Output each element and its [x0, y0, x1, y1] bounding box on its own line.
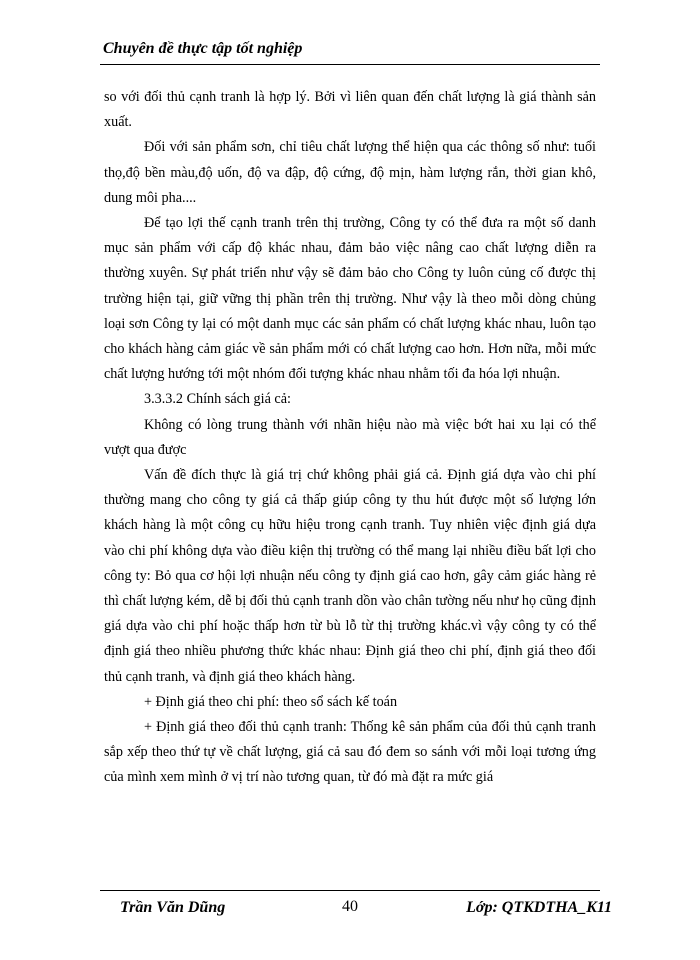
paragraph: Đối với sản phẩm sơn, chỉ tiêu chất lượng thể hiện qua các thông số như: tuổi thọ,độ bền màu,độ uốn, độ va đập, độ cứng, độ mịn, hàm lượng rắn, thời gian khô, dung môi pha.... — [104, 139, 596, 206]
paragraph: Không có lòng trung thành với nhãn hiệu nào mà việc bớt hai xu lại có thể vượt qua được — [104, 416, 596, 458]
page-number: 40 — [342, 898, 358, 915]
footer-rule — [100, 890, 600, 891]
list-item: + Định giá theo chi phí: theo sổ sách kế toán — [144, 693, 398, 710]
paragraph: Vấn đề đích thực là giá trị chứ không phải giá cả. Định giá dựa vào chi phí thường mang cho công ty giá cả thấp giúp công ty thu hút được một số lượng lớn khách hàng là một công cụ hữu hiệu trong cạnh tranh. Tuy nhiên việc định giá dựa vào chi phí không dựa vào điều kiện thị trường có thể mang lại nhiều điều bất lợi cho công ty: Bỏ qua cơ hội lợi nhuận nếu công ty định giá cao hơn, gây cảm giác hàng rẻ thì chất lượng kém, dễ bị đối thủ cạnh tranh dồn vào chân tường nếu như họ cũng định giá dựa vào chi phí hoặc thấp hơn từ bù lỗ từ thị trường khác.vì vậy công ty có thể định giá theo nhiều phương thức khác nhau: Định giá theo chi phí, định giá theo đối thủ cạnh tranh, và định giá theo khách hàng. — [104, 467, 596, 685]
document-body — [104, 85, 596, 791]
page-header-title: Chuyên đề thực tập tốt nghiệp — [103, 40, 303, 57]
header-rule — [100, 64, 600, 65]
footer-author: Trần Văn Dũng — [120, 899, 226, 916]
list-item: + Định giá theo đối thủ cạnh tranh: Thống kê sản phẩm của đối thủ cạnh tranh sắp xếp theo thứ tự về chất lượng, giá cả sau đó đem so sánh với mỗi loại tương ứng của mình xem mình ở vị trí nào tương quan, từ đó mà đặt ra mức giá — [104, 719, 596, 786]
paragraph: so với đối thủ cạnh tranh là hợp lý. Bởi vì liên quan đến chất lượng là giá thành sản xuất. — [104, 89, 596, 131]
section-heading: 3.3.3.2 Chính sách giá cả: — [144, 391, 291, 408]
footer-class-label: Lớp: QTKDTHA_K11 — [466, 899, 612, 916]
paragraph: Để tạo lợi thế cạnh tranh trên thị trường, Công ty có thể đưa ra một số danh mục sản phẩm với cấp độ khác nhau, đảm bảo việc nâng cao chất lượng diễn ra thường xuyên. Sự phát triển như vậy sẽ đảm bảo cho Công ty luôn củng cố được thị trường hiện tại, giữ vững thị phần trên thị trường. Như vậy là theo mỗi dòng chủng loại sơn Công ty lại có một danh mục các sản phẩm có chất lượng khác nhau, luôn tạo cho khách hàng cảm giác về sản phẩm mới có chất lượng cao hơn. Hơn nữa, mỗi mức chất lượng hướng tới một nhóm đối tượng khác nhau nhằm tối đa hóa lợi nhuận. — [104, 215, 596, 383]
